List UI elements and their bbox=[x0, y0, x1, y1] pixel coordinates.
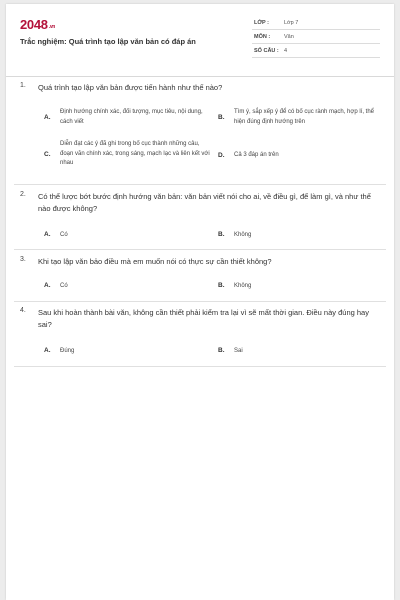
question-text: Có thể lược bớt bước định hướng văn bản: văn bản viết nói cho ai, về điều gì, để làm gì, và như thế nào được không? bbox=[38, 192, 371, 213]
page-title: Trắc nghiệm: Quá trình tạo lập văn bản có đáp án bbox=[20, 37, 196, 46]
option-text: Có bbox=[60, 232, 68, 238]
question-text: Khi tạo lập văn bảo điều mà em muốn nói có thực sự cần thiết không? bbox=[38, 257, 272, 266]
answer-option-a[interactable] bbox=[44, 281, 214, 293]
question-divider bbox=[14, 249, 386, 250]
question-text: Sau khi hoàn thành bài văn, không cần thiết phải kiểm tra lại vì sẽ mất thời gian. Điều này đúng hay sai? bbox=[38, 308, 369, 329]
option-letter: B. bbox=[218, 231, 225, 238]
question-2 bbox=[20, 191, 382, 247]
option-text: Diễn đạt các ý đã ghi trong bố cục thành những câu, đoạn văn chính xác, trong sáng, mạch lạc và liên kết với nhau bbox=[60, 141, 210, 166]
option-text: Cả 3 đáp án trên bbox=[234, 152, 279, 158]
answer-option-b[interactable] bbox=[218, 108, 388, 132]
option-letter: B. bbox=[218, 282, 225, 289]
option-letter: C. bbox=[44, 151, 51, 158]
option-text: Không bbox=[234, 232, 252, 238]
option-text: Sai bbox=[234, 348, 243, 354]
answer-option-c[interactable] bbox=[44, 140, 214, 174]
site-logo[interactable] bbox=[20, 17, 55, 32]
meta-label: SỐ CÂU : bbox=[254, 48, 279, 54]
question-number: 1. bbox=[20, 82, 26, 89]
answer-option-a[interactable] bbox=[44, 346, 214, 358]
option-letter: A. bbox=[44, 347, 51, 354]
question-3 bbox=[20, 256, 382, 298]
question-4 bbox=[20, 307, 382, 363]
option-letter: A. bbox=[44, 282, 51, 289]
question-1 bbox=[20, 82, 382, 182]
option-text: Tìm ý, sắp xếp ý để có bố cục rành mạch, hợp lí, thể hiện đúng định hướng trên bbox=[234, 109, 375, 125]
answer-option-b[interactable] bbox=[218, 230, 388, 242]
option-letter: A. bbox=[44, 231, 51, 238]
answer-option-b[interactable] bbox=[218, 346, 388, 358]
question-number: 3. bbox=[20, 256, 26, 263]
meta-row-subject bbox=[252, 30, 380, 44]
meta-value: 4 bbox=[284, 48, 288, 54]
answer-option-a[interactable] bbox=[44, 230, 214, 242]
option-letter: B. bbox=[218, 114, 225, 121]
option-text: Có bbox=[60, 283, 68, 289]
option-text: Đúng bbox=[60, 348, 75, 354]
meta-value: Lớp 7 bbox=[284, 20, 299, 26]
meta-row-class bbox=[252, 16, 380, 30]
meta-label: MÔN : bbox=[254, 34, 271, 40]
logo-suffix: .vn bbox=[48, 24, 56, 30]
worksheet-page bbox=[6, 4, 394, 600]
option-text: Định hướng chính xác, đối tượng, mục tiêu, nội dung, cách viết bbox=[60, 109, 203, 125]
question-divider bbox=[14, 366, 386, 367]
meta-value: Văn bbox=[284, 34, 294, 40]
question-divider bbox=[14, 184, 386, 185]
answer-option-b[interactable] bbox=[218, 281, 388, 293]
option-text: Không bbox=[234, 283, 252, 289]
meta-row-question-count bbox=[252, 44, 380, 58]
option-letter: A. bbox=[44, 114, 51, 121]
answer-option-d[interactable] bbox=[218, 151, 388, 163]
meta-label: LỚP : bbox=[254, 20, 269, 26]
option-letter: D. bbox=[218, 152, 225, 159]
worksheet-header bbox=[6, 4, 394, 77]
question-divider bbox=[14, 301, 386, 302]
question-number: 4. bbox=[20, 307, 26, 314]
question-number: 2. bbox=[20, 191, 26, 198]
option-letter: B. bbox=[218, 347, 225, 354]
question-text: Quá trình tạo lập văn bản được tiến hành như thế nào? bbox=[38, 83, 223, 92]
logo-main: 2048 bbox=[20, 17, 48, 32]
answer-option-a[interactable] bbox=[44, 108, 214, 132]
